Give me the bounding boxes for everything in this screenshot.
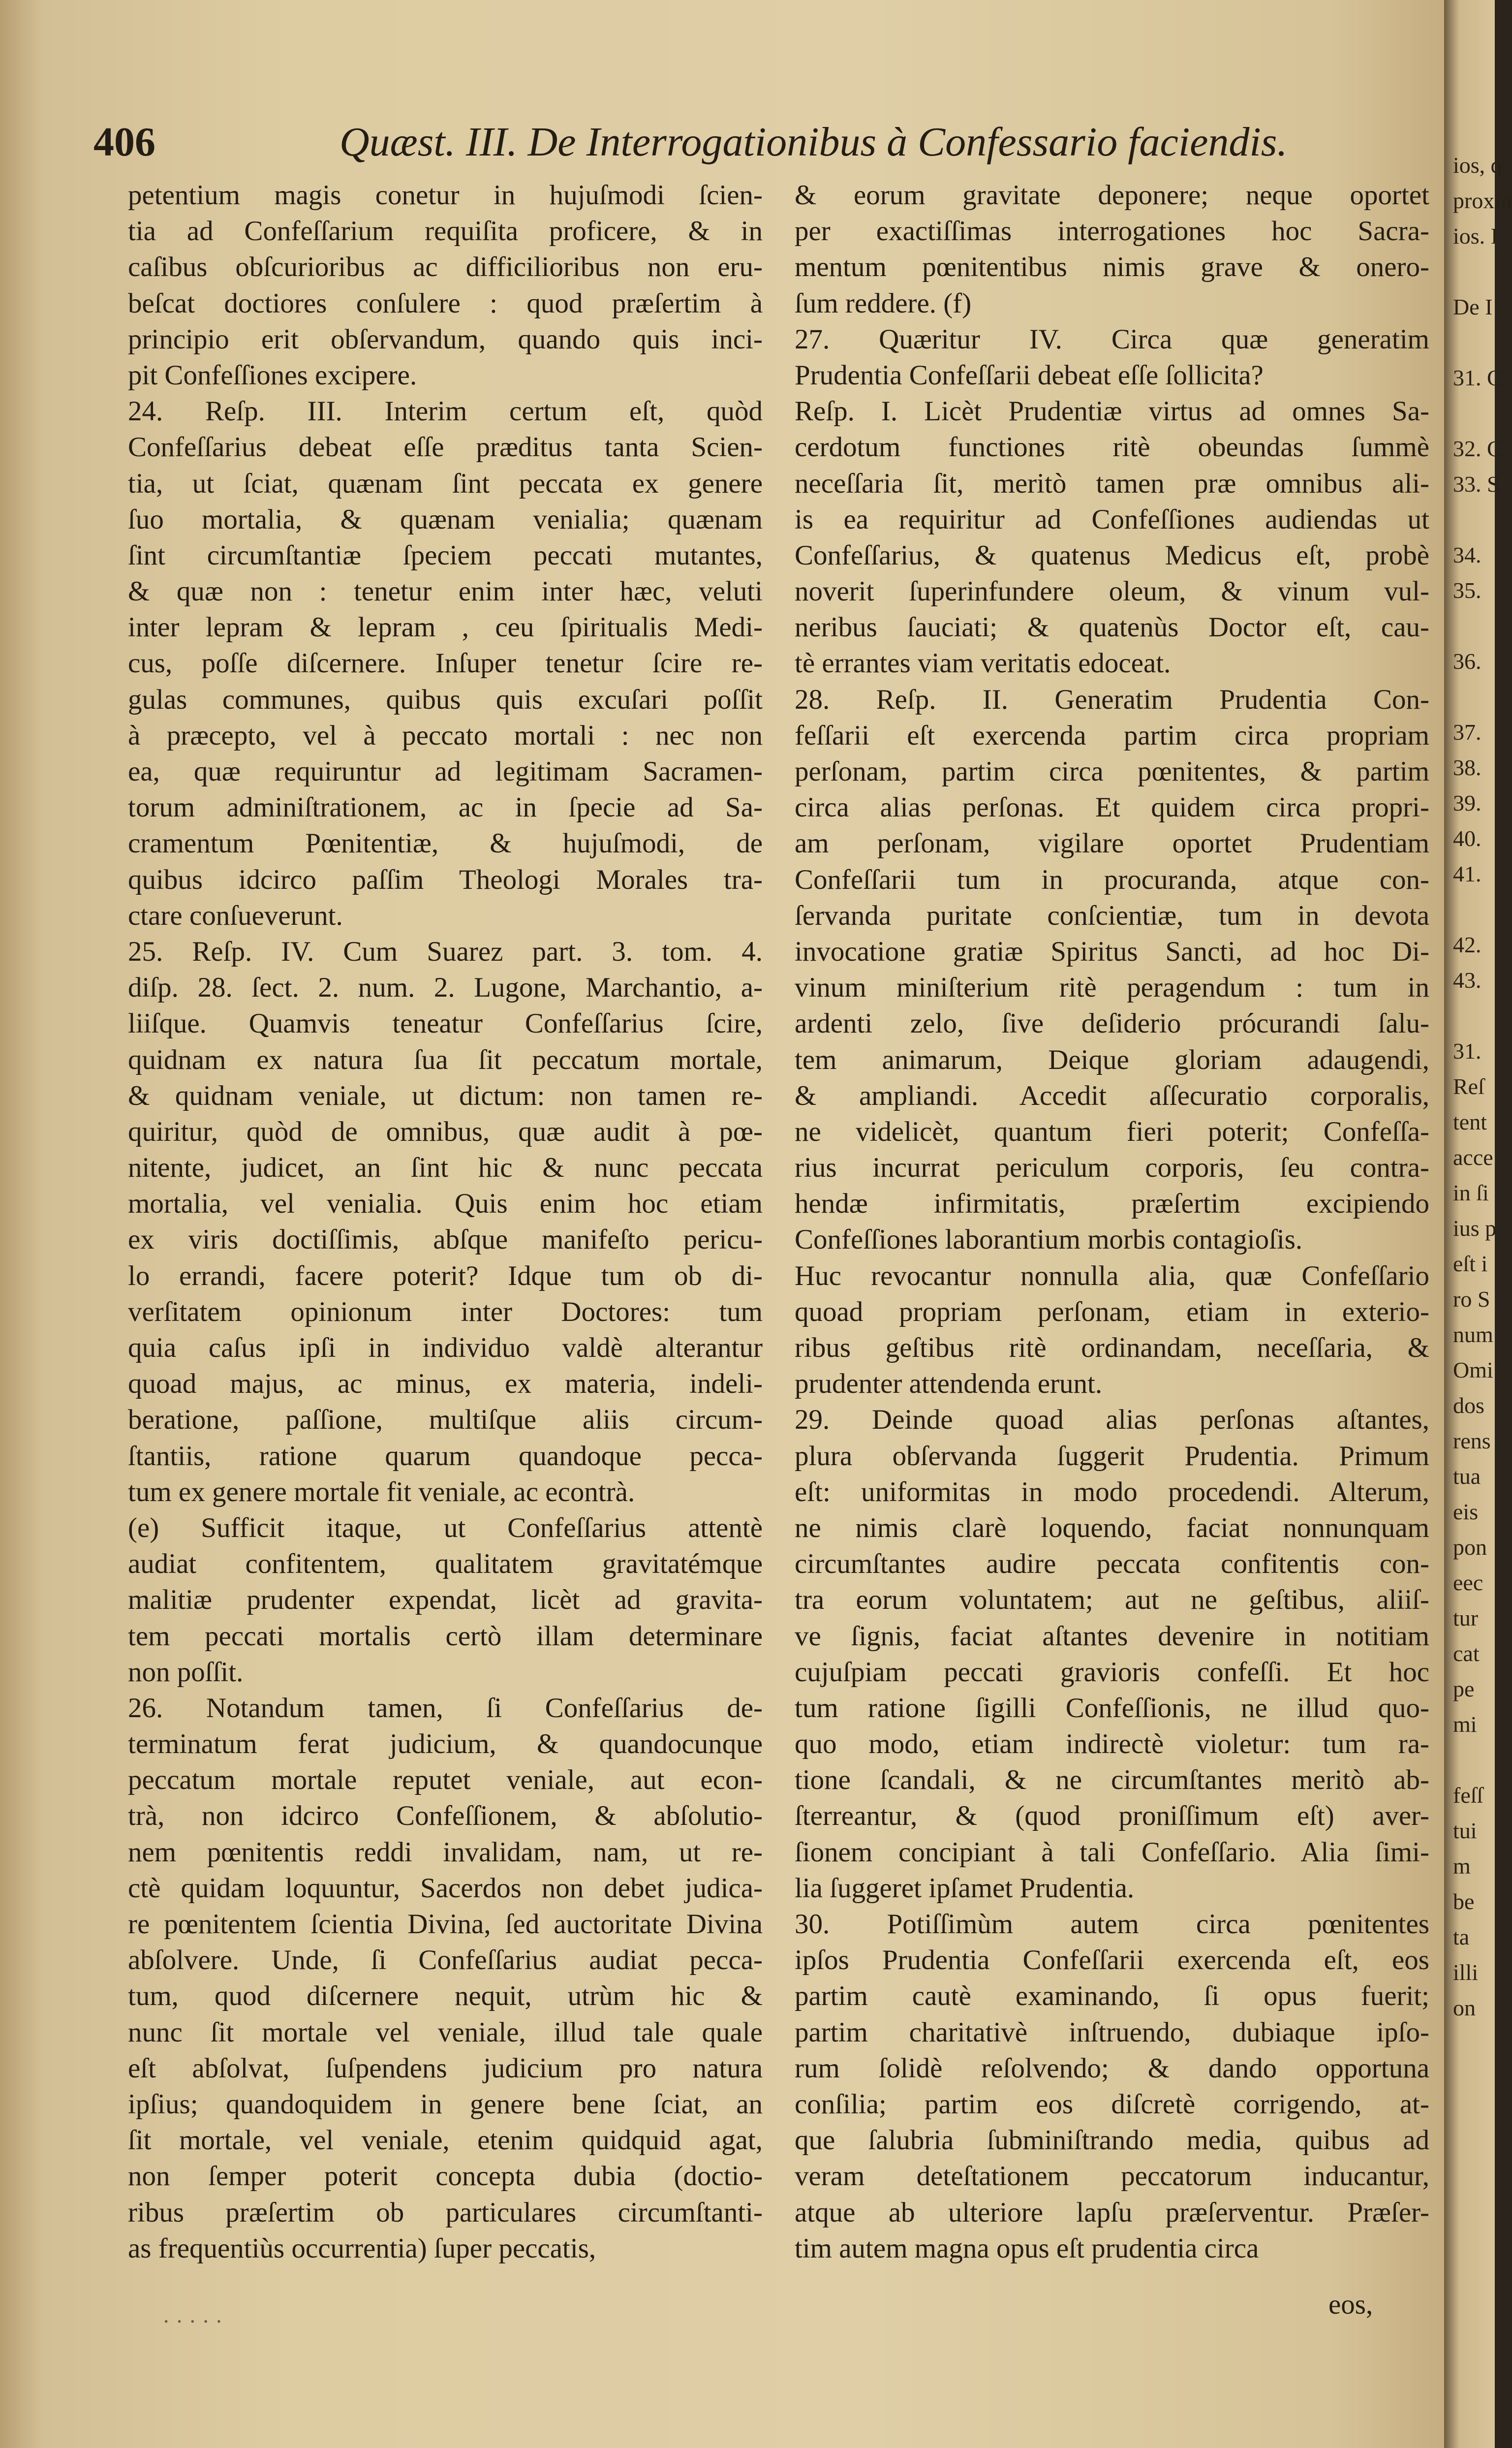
text-line: quia caſus ipſi in individuo valdè alterantur <box>128 1332 763 1363</box>
text-line: quo modo, etiam indirectè violetur: tum ra- <box>795 1728 1429 1760</box>
text-line: inter lepram & lepram , ceu ſpiritualis Medi- <box>128 612 763 643</box>
right-text-column <box>795 177 1429 2266</box>
text-line: & eorum gravitate deponere; neque oportet <box>795 180 1429 211</box>
text-line: verſitatem opinionum inter Doctores: tum <box>128 1296 763 1327</box>
text-line: Confeſſarius debeat eſſe præditus tanta Scien- <box>128 432 763 463</box>
text-line: non ſemper poterit concepta dubia (doctio- <box>128 2161 763 2192</box>
text-line: neribus ſauciati; & quatenùs Doctor eſt, cau- <box>795 612 1429 643</box>
adjacent-fragment: mi <box>1453 1712 1477 1737</box>
text-line: non poſſit. <box>128 1656 244 1688</box>
text-line: terminatum ferat judicium, & quandocunque <box>128 1728 763 1760</box>
text-line: nunc ſit mortale vel veniale, illud tale quale <box>128 2016 763 2048</box>
text-line: que ſalubria ſubminiſtrando media, quibus ad <box>795 2125 1429 2156</box>
text-line: tra eorum voluntatem; aut ne geſtibus, aliiſ- <box>795 1584 1429 1616</box>
adjacent-fragment: eſt i <box>1453 1251 1488 1276</box>
text-line: peccatum mortale reputet veniale, aut econ- <box>128 1764 763 1796</box>
text-line: rum ſolidè reſolvendo; & dando opportuna <box>795 2052 1429 2084</box>
text-line: & quidnam veniale, ut dictum: non tamen re- <box>128 1080 763 1111</box>
adjacent-fragment: pe <box>1453 1676 1475 1701</box>
text-line: conſilia; partim eos diſcretè corrigendo, at- <box>795 2088 1429 2120</box>
text-line: ſterreantur, & (quod proniſſimum eſt) aver- <box>795 1800 1429 1832</box>
text-line: perſonam, partim circa pœnitentes, & partim <box>795 756 1429 787</box>
adjacent-fragment: in ſi <box>1453 1180 1489 1205</box>
text-line: ſint circumſtantiæ ſpeciem peccati mutantes, <box>128 539 763 571</box>
text-line: mentum pœnitentibus nimis grave & onero- <box>795 251 1429 283</box>
text-line: tia ad Confeſſarium requiſita proficere, & in <box>128 216 763 247</box>
adjacent-fragment: Reſ <box>1453 1074 1484 1099</box>
catchword: eos, <box>1328 2289 1373 2320</box>
running-header <box>93 118 1392 172</box>
adjacent-fragment: tur <box>1453 1605 1479 1631</box>
adjacent-fragment: 32. C <box>1453 436 1502 461</box>
text-line: rius incurrat periculum corporis, ſeu contra- <box>795 1152 1429 1184</box>
text-line: neceſſaria ſit, meritò tamen præ omnibus ali- <box>795 468 1429 499</box>
text-line: 27. Quæritur IV. Circa quæ generatim <box>795 323 1429 355</box>
text-line: atque ab ulteriore lapſu præſerventur. Præſer- <box>795 2197 1429 2228</box>
adjacent-fragment: eec <box>1453 1570 1483 1595</box>
text-line: vinum miniſterium ritè peragendum : tum in <box>795 972 1429 1004</box>
text-line: cus, poſſe diſcernere. Inſuper tenetur ſcire re- <box>128 648 763 679</box>
text-line: circumſtantes audire peccata confitentis con- <box>795 1548 1429 1580</box>
text-line: feſſarii eſt exercenda partim circa propriam <box>795 720 1429 751</box>
text-line: hendæ infirmitatis, præſertim excipiendo <box>795 1188 1429 1220</box>
adjacent-fragment: 42. <box>1453 932 1481 957</box>
text-line: petentium magis conetur in hujuſmodi ſcien- <box>128 180 763 211</box>
page-number: 406 <box>93 119 155 165</box>
adjacent-fragment <box>1453 1742 1495 1778</box>
text-line: ctè quidam loquuntur, Sacerdos non debet judica- <box>128 1872 763 1904</box>
adjacent-fragment <box>1453 502 1495 537</box>
text-line: & quæ non : tenetur enim inter hæc, veluti <box>128 576 763 607</box>
text-line: as frequentiùs occurrentia) ſuper peccatis, <box>128 2232 596 2264</box>
text-line: trà, non idcirco Confeſſionem, & abſolutio- <box>128 1800 763 1832</box>
adjacent-fragment: De I <box>1453 294 1493 319</box>
adjacent-fragment: acce <box>1453 1145 1493 1170</box>
text-line: is ea requiritur ad Confeſſiones audiendas ut <box>795 503 1429 535</box>
adjacent-fragment: 35. <box>1453 578 1481 603</box>
adjacent-fragment: m <box>1453 1853 1471 1879</box>
text-line: mortalia, vel venialia. Quis enim hoc etiam <box>128 1188 763 1220</box>
text-line: quoad majus, ac minus, ex materia, indeli- <box>128 1368 763 1400</box>
text-line: 24. Reſp. III. Interim certum eſt, quòd <box>128 396 763 427</box>
adjacent-fragment: eis <box>1453 1499 1479 1524</box>
adjacent-fragment: 38. <box>1453 755 1481 780</box>
text-line: pit Confeſſiones excipere. <box>128 359 417 391</box>
text-line: quibus idcirco paſſim Theologi Morales tra- <box>128 864 763 895</box>
text-line: tè errantes viam veritatis edoceat. <box>795 648 1171 679</box>
adjacent-fragment: rens <box>1453 1428 1491 1453</box>
text-line: eſt abſolvat, ſuſpendens judicium pro natura <box>128 2052 763 2084</box>
adjacent-fragment <box>1453 998 1495 1034</box>
adjacent-fragment <box>1453 679 1495 715</box>
text-line: am perſonam, vigilare oportet Prudentiam <box>795 828 1429 859</box>
text-line: ipſius; quandoquidem in genere bene ſciat, an <box>128 2088 763 2120</box>
text-line: 26. Notandum tamen, ſi Confeſſarius de- <box>128 1692 763 1724</box>
text-line: tum ex genere mortale fit veniale, ac econtrà. <box>128 1476 635 1507</box>
left-text-column <box>128 177 763 2266</box>
text-line: 28. Reſp. II. Generatim Prudentia Con- <box>795 684 1429 715</box>
text-line: abſolvere. Unde, ſi Confeſſarius audiat pecca- <box>128 1945 763 1976</box>
adjacent-fragment: 31. <box>1453 1038 1481 1064</box>
text-line: circa alias perſonas. Et quidem circa propri- <box>795 792 1429 823</box>
text-line: 29. Deinde quoad alias perſonas aſtantes, <box>795 1404 1429 1436</box>
adjacent-fragment: cat <box>1453 1641 1480 1666</box>
text-line: ribus geſtibus ritè ordinandam, neceſſaria, & <box>795 1332 1429 1363</box>
adjacent-fragment: illi <box>1453 1960 1479 1985</box>
text-line: à præcepto, vel à peccato mortali : nec non <box>128 720 763 751</box>
text-line: ctare conſueverunt. <box>128 900 343 931</box>
text-line: Prudentia Confeſſarii debeat eſſe ſollicita? <box>795 359 1264 391</box>
text-line: ſtantiis, ratione quarum quandoque pecca- <box>128 1440 763 1472</box>
text-line: ne nimis clarè loquendo, faciat nonnunquam <box>795 1512 1429 1543</box>
adjacent-fragment: proxin <box>1453 188 1512 213</box>
text-line: quiritur, quòd de omnibus, quæ audit à pœ- <box>128 1116 763 1147</box>
text-line: diſp. 28. ſect. 2. num. 2. Lugone, Marchantio, a- <box>128 972 763 1004</box>
adjacent-page-text <box>1453 148 1512 2026</box>
text-line: lia ſuggeret ipſamet Prudentia. <box>795 1872 1135 1904</box>
adjacent-fragment: dos <box>1453 1393 1484 1418</box>
text-line: Huc revocantur nonnulla alia, quæ Confeſſario <box>795 1260 1429 1291</box>
adjacent-fragment: be <box>1453 1889 1475 1914</box>
adjacent-fragment: feſſ <box>1453 1783 1483 1808</box>
text-line: ſum reddere. (f) <box>795 287 972 319</box>
adjacent-fragment: tui <box>1453 1818 1477 1843</box>
text-line: beſcat doctiores conſulere : quod præſertim à <box>128 287 763 319</box>
text-line: ſervanda puritate conſcientiæ, tum in devota <box>795 900 1429 931</box>
text-line: audiat confitentem, qualitatem gravitatémque <box>128 1548 763 1580</box>
adjacent-fragment: ios, q <box>1453 153 1502 178</box>
text-line: ex viris doctiſſimis, abſque manifeſto pericu- <box>128 1224 763 1255</box>
text-line: tum, quod diſcernere nequit, utrùm hic & <box>128 1980 763 2012</box>
text-line: nem pœnitentis reddi invalidam, nam, ut re- <box>128 1836 763 1868</box>
adjacent-fragment: ta <box>1453 1924 1470 1949</box>
text-line: ea, quæ requiruntur ad legitimam Sacramen- <box>128 756 763 787</box>
adjacent-fragment: 43. <box>1453 968 1481 993</box>
text-line: Confeſſiones laborantium morbis contagioſis. <box>795 1224 1303 1255</box>
text-line: 30. Potiſſimùm autem circa pœnitentes <box>795 1909 1429 1940</box>
text-line: ſionem concipiant à tali Confeſſario. Alia ſimi- <box>795 1836 1429 1868</box>
text-line: ſit mortale, vel veniale, etenim quidquid agat, <box>128 2125 763 2156</box>
adjacent-fragment: ius p <box>1453 1216 1497 1241</box>
text-line: gulas communes, quibus quis excuſari poſſit <box>128 684 763 715</box>
text-line: tum ratione ſigilli Confeſſionis, ne illud quo- <box>795 1692 1429 1724</box>
text-line: per exactiſſimas interrogationes hoc Sacra- <box>795 216 1429 247</box>
text-line: noverit ſuperinfundere oleum, & vinum vul- <box>795 576 1429 607</box>
text-line: quoad propriam perſonam, etiam in exterio- <box>795 1296 1429 1327</box>
text-line: malitiæ prudenter expendat, licèt ad gravita- <box>128 1584 763 1616</box>
text-line: Reſp. I. Licèt Prudentiæ virtus ad omnes Sa- <box>795 396 1429 427</box>
adjacent-fragment: tent <box>1453 1109 1487 1134</box>
text-line: lo errandi, facere poterit? Idque tum ob di- <box>128 1260 763 1291</box>
text-line: ve ſignis, faciat aſtantes devenire in notitiam <box>795 1620 1429 1652</box>
signature-mark: · · · · · <box>162 2309 223 2334</box>
adjacent-fragment <box>1453 254 1495 289</box>
text-line: re pœnitentem ſcientia Divina, ſed auctoritate Divina <box>128 1909 763 1940</box>
adjacent-fragment: 36. <box>1453 649 1481 674</box>
adjacent-fragment: 39. <box>1453 790 1481 816</box>
adjacent-fragment: ios. I <box>1453 223 1498 249</box>
text-line: nitente, judicet, an ſint hic & nunc peccata <box>128 1152 763 1184</box>
adjacent-fragment: 34. <box>1453 542 1481 567</box>
text-line: cerdotum functiones ritè obeundas ſummè <box>795 432 1429 463</box>
text-line: cramentum Pœnitentiæ, & hujuſmodi, de <box>128 828 763 859</box>
adjacent-fragment: 40. <box>1453 826 1481 851</box>
text-line: tem peccati mortalis certò illam determinare <box>128 1620 763 1652</box>
adjacent-fragment <box>1453 396 1495 431</box>
adjacent-fragment: 37. <box>1453 720 1481 745</box>
adjacent-fragment: ro S <box>1453 1287 1490 1312</box>
text-line: ardenti zelo, ſive deſiderio prócurandi ſalu- <box>795 1008 1429 1039</box>
text-line: veram deteſtationem peccatorum inducantur, <box>795 2161 1429 2192</box>
adjacent-page-edge <box>1444 0 1512 2448</box>
adjacent-fragment <box>1453 892 1495 927</box>
text-line: liiſque. Quamvis teneatur Confeſſarius ſcire, <box>128 1008 763 1039</box>
text-line: caſibus obſcurioribus ac difficilioribus non eru- <box>128 251 763 283</box>
text-line: 25. Reſp. IV. Cum Suarez part. 3. tom. 4. <box>128 936 763 967</box>
text-line: ipſos Prudentia Confeſſarii exercenda eſt, eos <box>795 1945 1429 1976</box>
text-line: & ampliandi. Accedit aſſecuratio corporalis, <box>795 1080 1429 1111</box>
text-line: Confeſſarius, & quatenus Medicus eſt, probè <box>795 539 1429 571</box>
text-line: principio erit obſervandum, quando quis inci- <box>128 323 763 355</box>
text-line: ribus præſertim ob particulares circumſtanti- <box>128 2197 763 2228</box>
text-line: quidnam ex natura ſua ſit peccatum mortale, <box>128 1044 763 1075</box>
adjacent-fragment: pon <box>1453 1535 1487 1560</box>
adjacent-fragment: 31. C <box>1453 365 1502 390</box>
text-line: (e) Sufficit itaque, ut Confeſſarius attentè <box>128 1512 763 1543</box>
text-line: invocatione gratiæ Spiritus Sancti, ad hoc Di- <box>795 936 1429 967</box>
text-line: ne videlicèt, quantum fieri poterit; Confeſſa- <box>795 1116 1429 1147</box>
text-line: eſt: uniformitas in modo procedendi. Alterum, <box>795 1476 1429 1507</box>
adjacent-fragment <box>1453 325 1495 360</box>
adjacent-fragment: 41. <box>1453 861 1481 886</box>
text-line: Confeſſarii tum in procuranda, atque con- <box>795 864 1429 895</box>
text-line: torum adminiſtrationem, ac in ſpecie ad Sa- <box>128 792 763 823</box>
text-line: beratione, paſſione, multiſque aliis circum- <box>128 1404 763 1436</box>
adjacent-fragment: on <box>1453 1995 1476 2020</box>
text-line: plura obſervanda ſuggerit Prudentia. Primum <box>795 1440 1429 1472</box>
adjacent-fragment: Omi <box>1453 1357 1493 1382</box>
text-line: tem animarum, Deique gloriam adaugendi, <box>795 1044 1429 1075</box>
adjacent-fragment: tua <box>1453 1464 1481 1489</box>
adjacent-fragment: 33. S <box>1453 471 1500 497</box>
adjacent-fragment <box>1453 608 1495 644</box>
text-line: partim cautè examinando, ſi opus fuerit; <box>795 1980 1429 2012</box>
text-line: tim autem magna opus eſt prudentia circa <box>795 2232 1259 2264</box>
text-line: tione ſcandali, & ne circumſtantes meritò ab- <box>795 1764 1429 1796</box>
text-line: tia, ut ſciat, quænam ſint peccata ex genere <box>128 468 763 499</box>
adjacent-fragment: num <box>1453 1322 1493 1347</box>
text-line: prudenter attendenda erunt. <box>795 1368 1103 1400</box>
running-title: Quæst. III. De Interrogationibus à Confessario faciendis. <box>339 119 1288 165</box>
text-line: ſuo mortalia, & quænam venialia; quænam <box>128 503 763 535</box>
text-line: cujuſpiam peccati gravioris confeſſi. Et hoc <box>795 1656 1429 1688</box>
text-line: partim charitativè inſtruendo, dubiaque ipſo- <box>795 2016 1429 2048</box>
